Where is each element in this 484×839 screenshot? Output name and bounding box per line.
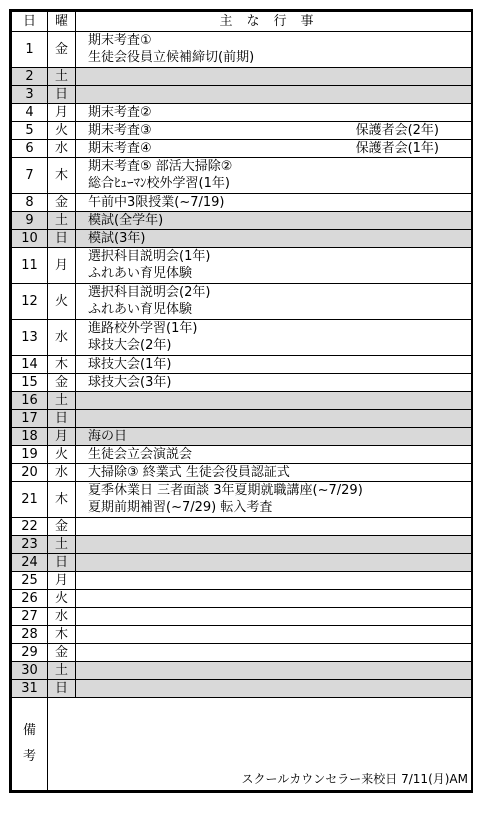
event-line	[88, 301, 471, 318]
event-text-right: 保護者会(1年)	[355, 141, 439, 156]
events-cell	[76, 644, 472, 662]
weekday-cell: 土	[48, 536, 76, 554]
event-line	[88, 680, 471, 697]
event-line	[88, 518, 471, 535]
events-cell	[76, 86, 472, 104]
event-text: 期末考査③	[88, 123, 152, 138]
day-number: 21	[12, 482, 48, 518]
event-line	[88, 68, 471, 85]
day-number: 13	[12, 320, 48, 356]
weekday-cell: 水	[48, 320, 76, 356]
event-line	[88, 158, 471, 175]
events-cell	[76, 356, 472, 374]
events-cell	[76, 446, 472, 464]
weekday-cell: 日	[48, 680, 76, 698]
day-number: 31	[12, 680, 48, 698]
day-number: 4	[12, 104, 48, 122]
event-line	[88, 374, 471, 391]
event-text: 球技大会(2年)	[88, 338, 172, 353]
day-number: 26	[12, 590, 48, 608]
schedule-row	[12, 644, 472, 662]
event-text: 球技大会(3年)	[88, 375, 172, 390]
weekday-cell: 月	[48, 428, 76, 446]
event-line	[88, 248, 471, 265]
event-line	[88, 284, 471, 301]
events-cell	[76, 662, 472, 680]
event-line	[88, 554, 471, 571]
remarks-row	[12, 698, 472, 791]
weekday-cell: 土	[48, 212, 76, 230]
header-row	[12, 12, 472, 32]
event-line	[88, 265, 471, 282]
day-number: 2	[12, 68, 48, 86]
schedule-row	[12, 32, 472, 68]
remarks-label-top: 備	[22, 723, 36, 738]
day-number: 22	[12, 518, 48, 536]
events-cell	[76, 410, 472, 428]
events-cell	[76, 392, 472, 410]
remarks-body	[48, 698, 472, 791]
event-line	[88, 644, 471, 661]
weekday-cell: 火	[48, 446, 76, 464]
event-text: 模試(全学年)	[88, 213, 164, 228]
weekday-cell: 金	[48, 644, 76, 662]
event-text: 期末考査①	[88, 33, 152, 48]
weekday-cell: 水	[48, 140, 76, 158]
events-cell	[76, 284, 472, 320]
schedule-row	[12, 158, 472, 194]
schedule-row	[12, 626, 472, 644]
event-text: ふれあい育児体験	[88, 266, 193, 281]
header-events: 主な行事	[76, 12, 472, 32]
events-cell	[76, 626, 472, 644]
weekday-cell: 火	[48, 590, 76, 608]
schedule-row	[12, 248, 472, 284]
schedule-row	[12, 554, 472, 572]
event-text: 期末考査②	[88, 105, 152, 120]
event-line	[88, 104, 471, 121]
schedule-row	[12, 410, 472, 428]
event-line	[88, 49, 471, 66]
event-text: 生徒会立会演説会	[88, 447, 193, 462]
day-number: 10	[12, 230, 48, 248]
event-text: 大掃除③ 終業式 生徒会役員認証式	[88, 465, 290, 480]
day-number: 18	[12, 428, 48, 446]
counselor-note: スクールカウンセラー来校日 7/11(月)AM	[241, 772, 468, 786]
schedule-row	[12, 590, 472, 608]
event-text: ふれあい育児体験	[88, 302, 193, 317]
day-number: 15	[12, 374, 48, 392]
event-text: 選択科目説明会(2年)	[88, 285, 211, 300]
event-line	[88, 590, 471, 607]
event-text: 生徒会役員立候補締切(前期)	[88, 50, 255, 65]
weekday-cell: 月	[48, 572, 76, 590]
events-cell	[76, 590, 472, 608]
day-number: 6	[12, 140, 48, 158]
day-number: 24	[12, 554, 48, 572]
schedule-row	[12, 464, 472, 482]
weekday-cell: 日	[48, 86, 76, 104]
weekday-cell: 金	[48, 194, 76, 212]
header-day: 日	[12, 12, 48, 32]
schedule-table	[11, 11, 472, 791]
schedule-row	[12, 356, 472, 374]
schedule-row	[12, 482, 472, 518]
weekday-cell: 土	[48, 392, 76, 410]
weekday-cell: 土	[48, 68, 76, 86]
day-number: 9	[12, 212, 48, 230]
weekday-cell: 日	[48, 410, 76, 428]
weekday-cell: 水	[48, 608, 76, 626]
schedule-row	[12, 428, 472, 446]
event-line	[88, 608, 471, 625]
weekday-cell: 火	[48, 122, 76, 140]
weekday-cell: 水	[48, 464, 76, 482]
event-line	[88, 320, 471, 337]
header-weekday: 曜	[48, 12, 76, 32]
events-cell	[76, 320, 472, 356]
event-text: 模試(3年)	[88, 231, 146, 246]
schedule-row	[12, 374, 472, 392]
event-line	[88, 410, 471, 427]
event-line	[88, 392, 471, 409]
remarks-label	[12, 698, 48, 791]
event-line	[88, 356, 471, 373]
day-number: 7	[12, 158, 48, 194]
weekday-cell: 月	[48, 104, 76, 122]
events-cell	[76, 32, 472, 68]
event-text-right: 保護者会(2年)	[355, 123, 439, 138]
weekday-cell: 木	[48, 482, 76, 518]
schedule-row	[12, 284, 472, 320]
day-number: 14	[12, 356, 48, 374]
events-cell	[76, 104, 472, 122]
event-line	[88, 536, 471, 553]
day-number: 1	[12, 32, 48, 68]
event-line	[88, 446, 471, 463]
day-number: 19	[12, 446, 48, 464]
schedule-row	[12, 662, 472, 680]
events-cell	[76, 482, 472, 518]
day-number: 29	[12, 644, 48, 662]
events-cell	[76, 554, 472, 572]
event-line	[88, 482, 471, 499]
event-text: 進路校外学習(1年)	[88, 321, 198, 336]
event-text: 期末考査⑤ 部活大掃除②	[88, 159, 233, 174]
schedule-row	[12, 572, 472, 590]
events-cell	[76, 212, 472, 230]
events-cell	[76, 194, 472, 212]
weekday-cell: 金	[48, 32, 76, 68]
events-cell	[76, 680, 472, 698]
events-cell	[76, 248, 472, 284]
day-number: 25	[12, 572, 48, 590]
event-line	[88, 86, 471, 103]
day-number: 17	[12, 410, 48, 428]
weekday-cell: 土	[48, 662, 76, 680]
events-cell	[76, 374, 472, 392]
event-text: 期末考査④	[88, 141, 152, 156]
event-line	[88, 662, 471, 679]
day-number: 23	[12, 536, 48, 554]
weekday-cell: 金	[48, 374, 76, 392]
event-line	[88, 464, 471, 481]
events-cell	[76, 122, 472, 140]
day-number: 28	[12, 626, 48, 644]
events-cell	[76, 158, 472, 194]
events-cell	[76, 608, 472, 626]
event-line	[88, 572, 471, 589]
schedule-row	[12, 194, 472, 212]
events-cell	[76, 536, 472, 554]
schedule-row	[12, 104, 472, 122]
events-cell	[76, 428, 472, 446]
events-cell	[76, 68, 472, 86]
event-line	[88, 499, 471, 516]
event-text: 夏季休業日 三者面談 3年夏期就職講座(~7/29)	[88, 483, 363, 498]
schedule-row	[12, 536, 472, 554]
event-line	[88, 626, 471, 643]
weekday-cell: 金	[48, 518, 76, 536]
schedule-row	[12, 392, 472, 410]
remarks-label-bottom: 考	[22, 749, 36, 764]
events-cell	[76, 518, 472, 536]
schedule-row	[12, 446, 472, 464]
weekday-cell: 火	[48, 284, 76, 320]
day-number: 27	[12, 608, 48, 626]
schedule-row	[12, 680, 472, 698]
event-text: 午前中3限授業(~7/19)	[88, 195, 225, 210]
day-number: 3	[12, 86, 48, 104]
event-line	[88, 212, 471, 229]
event-line	[88, 175, 471, 192]
weekday-cell: 木	[48, 158, 76, 194]
weekday-cell: 木	[48, 626, 76, 644]
day-number: 30	[12, 662, 48, 680]
events-cell	[76, 230, 472, 248]
schedule-sheet	[9, 9, 473, 793]
event-line	[88, 122, 471, 139]
event-line	[88, 194, 471, 211]
event-line	[88, 32, 471, 49]
schedule-row	[12, 320, 472, 356]
weekday-cell: 日	[48, 230, 76, 248]
day-number: 8	[12, 194, 48, 212]
schedule-row	[12, 140, 472, 158]
day-number: 11	[12, 248, 48, 284]
schedule-row	[12, 608, 472, 626]
schedule-rows	[12, 32, 472, 698]
schedule-row	[12, 86, 472, 104]
events-cell	[76, 140, 472, 158]
schedule-row	[12, 68, 472, 86]
event-text: 夏期前期補習(~7/29) 転入考査	[88, 500, 273, 515]
event-text: 総合ﾋｭｰﾏﾝ校外学習(1年)	[88, 176, 230, 191]
schedule-row	[12, 518, 472, 536]
schedule-row	[12, 230, 472, 248]
event-line	[88, 140, 471, 157]
weekday-cell: 月	[48, 248, 76, 284]
event-line	[88, 337, 471, 354]
day-number: 20	[12, 464, 48, 482]
day-number: 12	[12, 284, 48, 320]
event-line	[88, 428, 471, 445]
event-line	[88, 230, 471, 247]
day-number: 5	[12, 122, 48, 140]
events-cell	[76, 464, 472, 482]
event-text: 選択科目説明会(1年)	[88, 249, 211, 264]
events-cell	[76, 572, 472, 590]
weekday-cell: 木	[48, 356, 76, 374]
event-text: 海の日	[88, 429, 128, 444]
weekday-cell: 日	[48, 554, 76, 572]
schedule-row	[12, 122, 472, 140]
event-text: 球技大会(1年)	[88, 357, 172, 372]
day-number: 16	[12, 392, 48, 410]
schedule-row	[12, 212, 472, 230]
